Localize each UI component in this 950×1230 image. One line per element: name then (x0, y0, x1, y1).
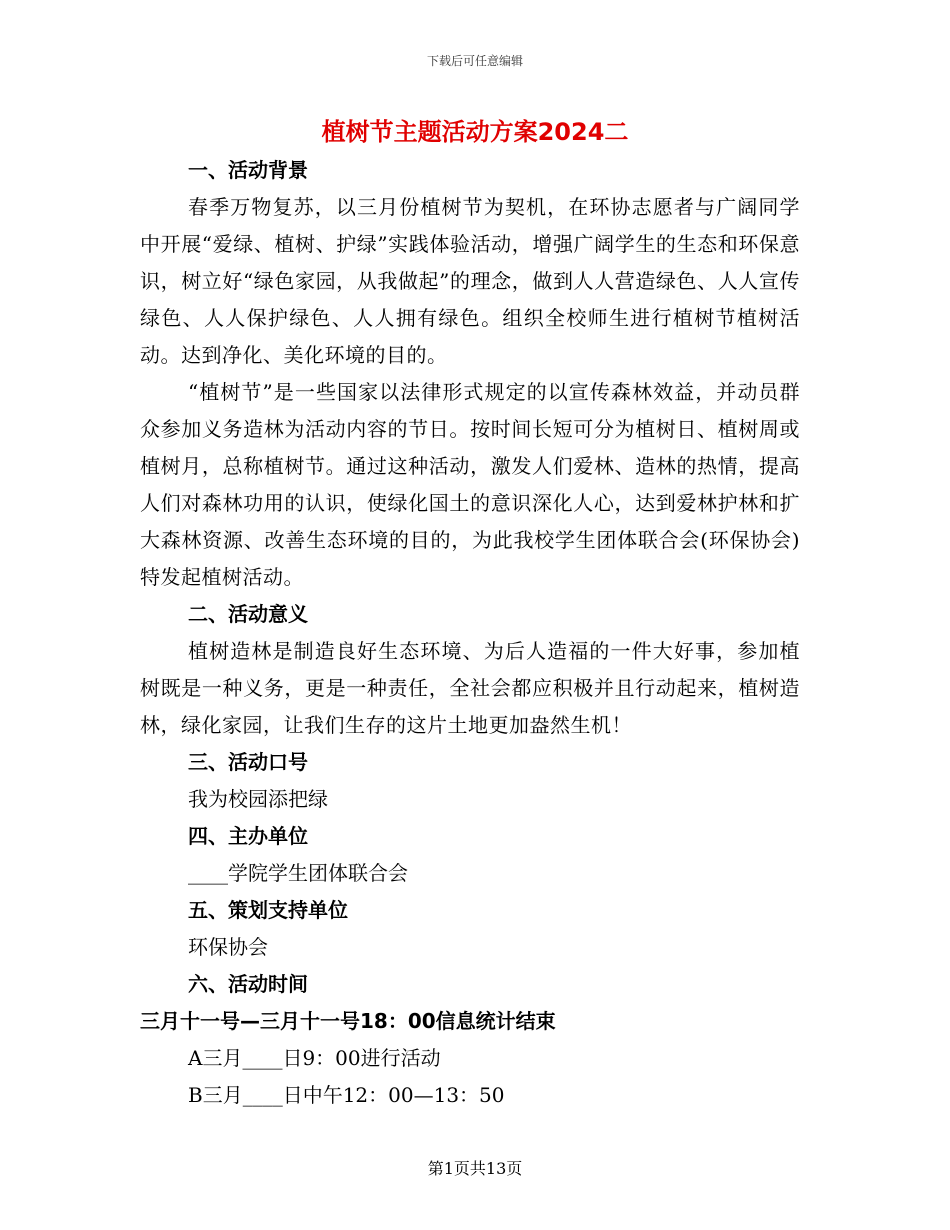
section-heading-significance: 二、活动意义 (188, 602, 308, 626)
time-option-b: B三月____日中午12：00—13：50 (188, 1083, 505, 1107)
document-title: 植树节主题活动方案2024二 (321, 118, 629, 146)
document-body (140, 152, 800, 1114)
section-heading-background: 一、活动背景 (188, 158, 308, 182)
support-text: 环保协会 (188, 935, 268, 959)
paragraph-background-1: 春季万物复苏，以三月份植树节为契机，在环协志愿者与广阔同学中开展“爱绿、植树、护绿”实践体验活动，增强广阔学生的生态和环保意识，树立好“绿色家园，从我做起”的理念，做到人人营造绿色、人人宣传绿色、人人保护绿色、人人拥有绿色。组织全校师生进行植树节植树活动。达到净化、美化环境的目的。 (140, 195, 800, 367)
time-deadline: 三月十一号—三月十一号18：00信息统计结束 (140, 1009, 556, 1033)
host-text: ____学院学生团体联合会 (188, 861, 408, 885)
time-option-a: A三月____日9：00进行活动 (188, 1046, 441, 1070)
header-note: 下载后可任意编辑 (426, 54, 523, 68)
section-heading-host: 四、主办单位 (188, 824, 308, 848)
paragraph-significance: 植树造林是制造良好生态环境、为后人造福的一件大好事，参加植树既是一种义务，更是一种责任，全社会都应积极并且行动起来，植树造林，绿化家园，让我们生存的这片土地更加盎然生机！ (140, 639, 800, 737)
section-heading-support: 五、策划支持单位 (188, 898, 348, 922)
section-heading-slogan: 三、活动口号 (188, 750, 308, 774)
section-heading-time: 六、活动时间 (188, 972, 308, 996)
page-footer: 第1页共13页 (427, 1159, 523, 1178)
slogan-text: 我为校园添把绿 (188, 787, 328, 811)
paragraph-background-2: “植树节”是一些国家以法律形式规定的以宣传森林效益，并动员群众参加义务造林为活动内容的节日。按时间长短可分为植树日、植树周或植树月，总称植树节。通过这种活动，激发人们爱林、造林的热情，提高人们对森林功用的认识，使绿化国土的意识深化人心，达到爱林护林和扩大森林资源、改善生态环境的目的，为此我校学生团体联合会(环保协会)特发起植树活动。 (140, 380, 800, 589)
